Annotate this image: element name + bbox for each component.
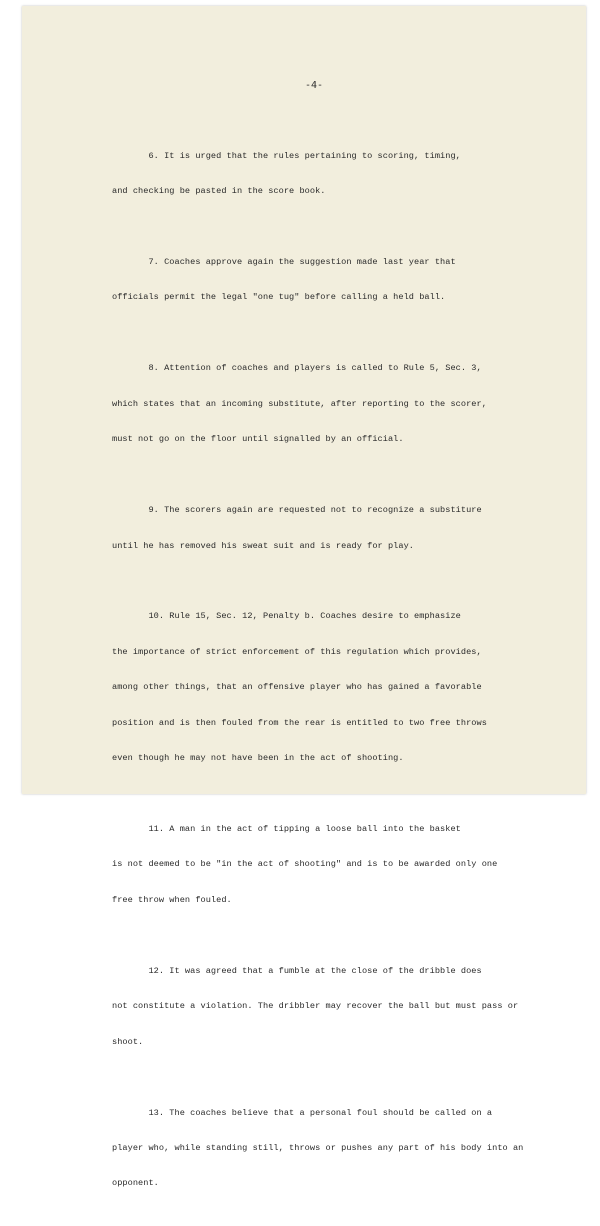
- document-body: [112, 127, 562, 1226]
- paragraph-6: [112, 127, 562, 221]
- paragraph-line: is not deemed to be "in the act of shooting" and is to be awarded only one: [112, 859, 498, 870]
- paragraph-line: must not go on the floor until signalled by an official.: [112, 434, 404, 445]
- paragraph-11: [112, 800, 562, 930]
- paragraph-line: 10. Rule 15, Sec. 12, Penalty b. Coaches desire to emphasize: [112, 611, 461, 622]
- paragraph-line: 9. The scorers again are requested not to recognize a substiture: [112, 505, 482, 516]
- paragraph-line: 6. It is urged that the rules pertaining to scoring, timing,: [112, 150, 461, 161]
- paragraph-line: opponent.: [112, 1178, 159, 1189]
- paragraph-line: position and is then fouled from the rear is entitled to two free throws: [112, 717, 487, 728]
- paragraph-13: [112, 1084, 562, 1214]
- paragraph-7: [112, 233, 562, 327]
- paragraph-line: and checking be pasted in the score book.: [112, 185, 326, 196]
- paragraph-line: even though he may not have been in the act of shooting.: [112, 753, 404, 764]
- paragraph-line: 7. Coaches approve again the suggestion made last year that: [112, 256, 456, 267]
- paragraph-line: 11. A man in the act of tipping a loose ball into the basket: [112, 824, 461, 835]
- paragraph-line: 12. It was agreed that a fumble at the close of the dribble does: [112, 965, 482, 976]
- paragraph-line: player who, while standing still, throws or pushes any part of his body into an: [112, 1142, 524, 1153]
- paragraph-line: free throw when fouled.: [112, 894, 232, 905]
- paragraph-12: [112, 942, 562, 1072]
- paragraph-9: [112, 482, 562, 576]
- paragraph-line: until he has removed his sweat suit and is ready for play.: [112, 540, 415, 551]
- page-number: -4-: [305, 80, 324, 91]
- paragraph-8: [112, 340, 562, 470]
- paragraph-line: the importance of strict enforcement of this regulation which provides,: [112, 646, 482, 657]
- paragraph-line: 13. The coaches believe that a personal foul should be called on a: [112, 1107, 493, 1118]
- paragraph-line: officials permit the legal "one tug" before calling a held ball.: [112, 292, 446, 303]
- paragraph-line: not constitute a violation. The dribbler may recover the ball but must pass or: [112, 1001, 519, 1012]
- paragraph-10: [112, 588, 562, 789]
- paragraph-line: 8. Attention of coaches and players is called to Rule 5, Sec. 3,: [112, 363, 482, 374]
- paragraph-line: among other things, that an offensive player who has gained a favorable: [112, 682, 482, 693]
- document-page: [22, 6, 586, 1189]
- paragraph-line: which states that an incoming substitute, after reporting to the scorer,: [112, 398, 487, 409]
- paragraph-line: shoot.: [112, 1036, 144, 1047]
